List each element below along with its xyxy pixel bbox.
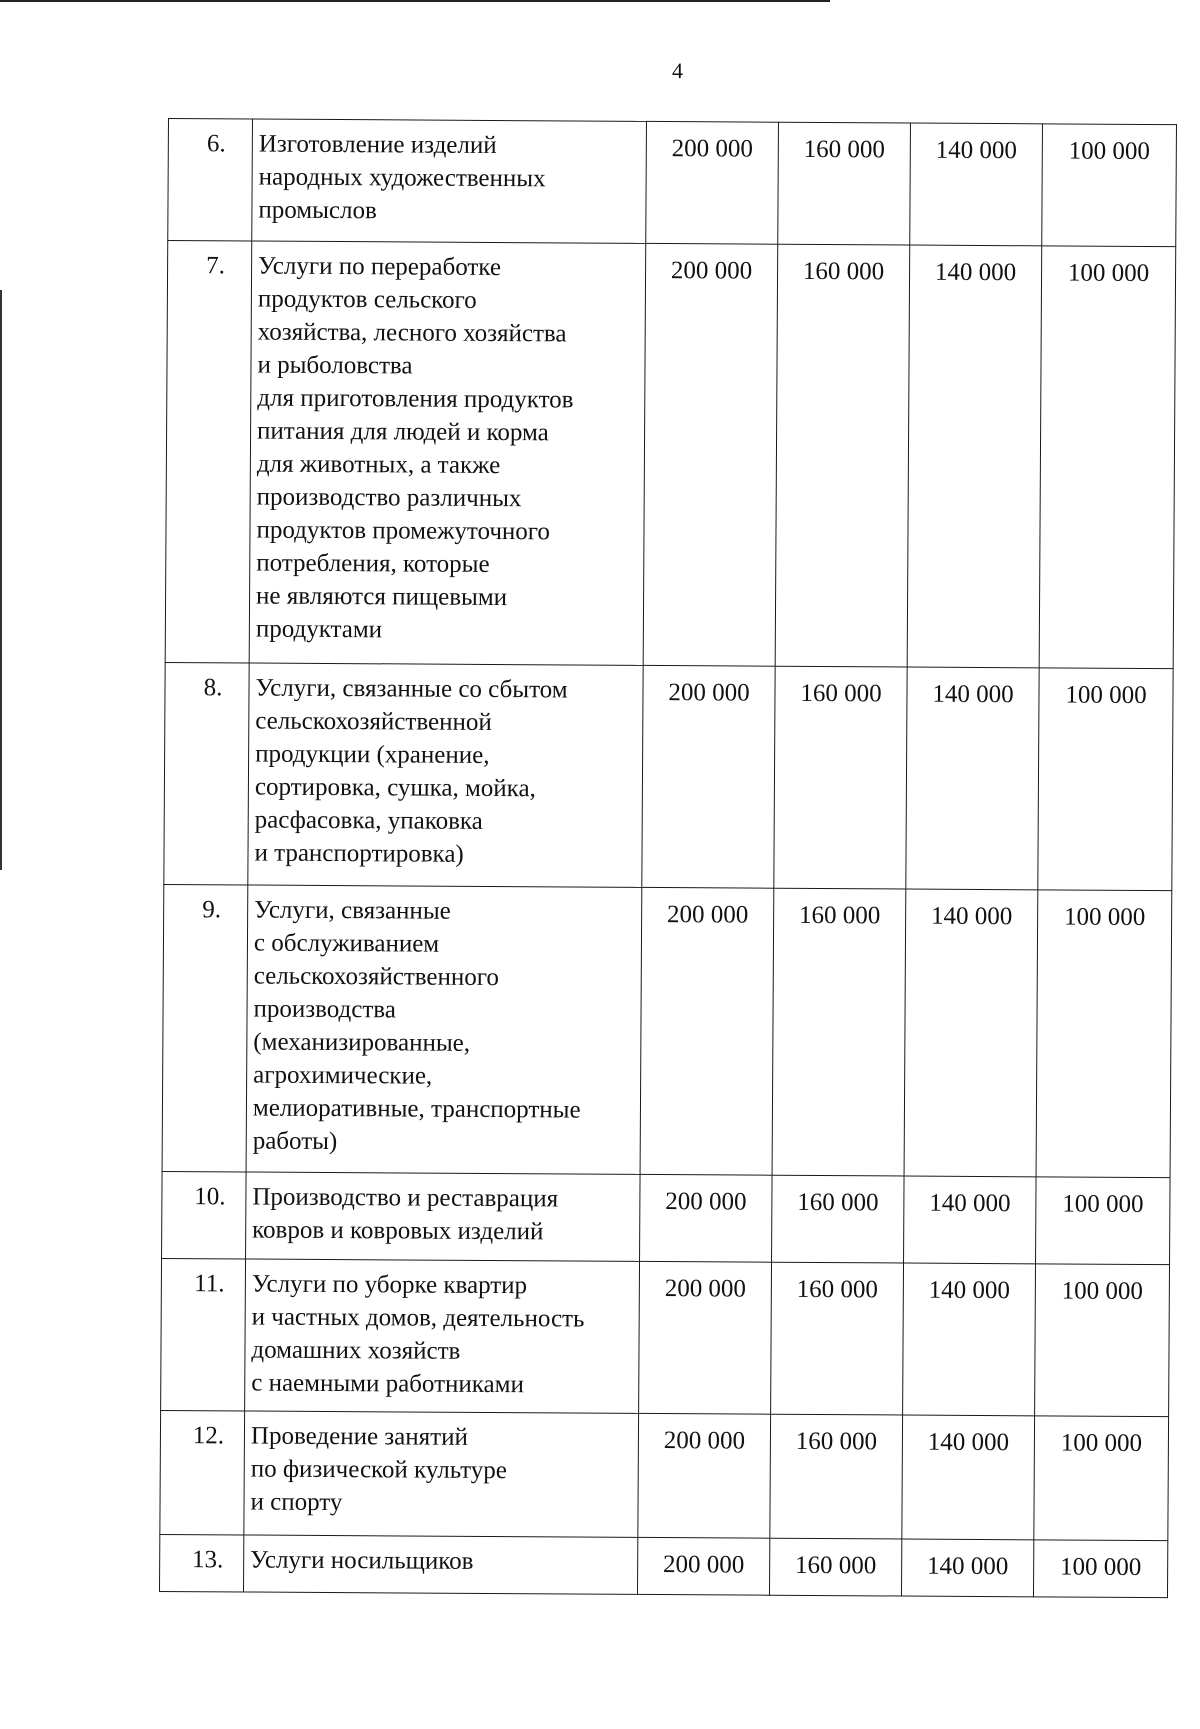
scan-top-border <box>0 0 830 2</box>
amount-col-2: 160 000 <box>774 666 907 889</box>
amount-col-4: 100 000 <box>1033 1540 1167 1598</box>
table-row <box>164 662 1173 890</box>
tariff-table-container <box>159 118 1176 1598</box>
row-number: 12. <box>160 1410 245 1535</box>
amount-col-3: 140 000 <box>906 667 1039 890</box>
amount-col-1: 200 000 <box>646 121 779 244</box>
activity-name: Проведение занятий по физической культуре и спорту <box>244 1411 639 1537</box>
amount-col-1: 200 000 <box>643 243 778 666</box>
amount-col-2: 160 000 <box>778 122 911 245</box>
row-number: 8. <box>164 662 249 885</box>
amount-col-2: 160 000 <box>771 1262 904 1415</box>
row-number: 11. <box>161 1258 246 1411</box>
row-number: 10. <box>162 1171 247 1259</box>
activity-name: Услуги, связанные со сбытом сельскохозяйственной продукции (хранение, сортировка, сушка, мойка, расфасовка, упаковка и транспортировка) <box>248 663 643 887</box>
table-row <box>159 1534 1167 1597</box>
amount-col-4: 100 000 <box>1039 246 1176 669</box>
amount-col-4: 100 000 <box>1038 668 1173 891</box>
amount-col-2: 160 000 <box>770 1414 903 1539</box>
activity-name: Услуги носильщиков <box>243 1535 637 1594</box>
amount-col-3: 140 000 <box>910 123 1043 246</box>
amount-col-1: 200 000 <box>638 1413 771 1538</box>
amount-col-4: 100 000 <box>1035 1264 1170 1417</box>
table-row <box>162 884 1172 1177</box>
amount-col-4: 100 000 <box>1036 890 1172 1178</box>
amount-col-3: 140 000 <box>902 1415 1035 1540</box>
amount-col-3: 140 000 <box>907 245 1042 668</box>
table-row <box>160 1410 1169 1540</box>
amount-col-3: 140 000 <box>903 1263 1036 1416</box>
tariff-table <box>159 118 1177 1598</box>
amount-col-2: 160 000 <box>772 888 906 1176</box>
amount-col-4: 100 000 <box>1034 1416 1169 1541</box>
activity-name: Изготовление изделий народных художественных промыслов <box>252 119 647 243</box>
row-number: 9. <box>162 884 248 1172</box>
amount-col-1: 200 000 <box>639 1261 772 1414</box>
amount-col-4: 100 000 <box>1042 124 1177 247</box>
amount-col-1: 200 000 <box>637 1537 769 1595</box>
amount-col-3: 140 000 <box>904 1176 1037 1264</box>
page-number: 4 <box>672 58 683 83</box>
activity-name: Услуги по переработке продуктов сельского хозяйства, лесного хозяйства и рыболовства для приготовления продуктов питания для людей и корма для животных, а также производство различных продуктов промежуточного потребления, которые не являются пищевыми продуктами <box>249 241 646 665</box>
amount-col-1: 200 000 <box>640 1174 773 1262</box>
amount-col-1: 200 000 <box>640 887 774 1175</box>
table-row <box>162 1171 1171 1264</box>
row-number: 6. <box>168 119 253 242</box>
amount-col-4: 100 000 <box>1036 1177 1171 1265</box>
row-number: 13. <box>159 1534 243 1592</box>
scan-left-edge-mark <box>0 290 2 870</box>
row-number: 7. <box>165 241 252 664</box>
amount-col-3: 140 000 <box>901 1539 1033 1597</box>
activity-name: Услуги по уборке квартир и частных домов, деятельность домашних хозяйств с наемными работниками <box>245 1259 640 1413</box>
activity-name: Услуги, связанные с обслуживанием сельскохозяйственного производства (механизированные, агрохимические, мелиоративные, транспортные работы) <box>246 885 642 1174</box>
amount-col-2: 160 000 <box>772 1175 905 1263</box>
activity-name: Производство и реставрация ковров и ковровых изделий <box>246 1172 641 1261</box>
amount-col-1: 200 000 <box>642 665 775 888</box>
table-row <box>165 241 1176 669</box>
amount-col-2: 160 000 <box>775 244 910 667</box>
amount-col-2: 160 000 <box>769 1538 901 1596</box>
amount-col-3: 140 000 <box>904 889 1038 1177</box>
table-row <box>161 1258 1170 1416</box>
table-row <box>168 119 1177 247</box>
